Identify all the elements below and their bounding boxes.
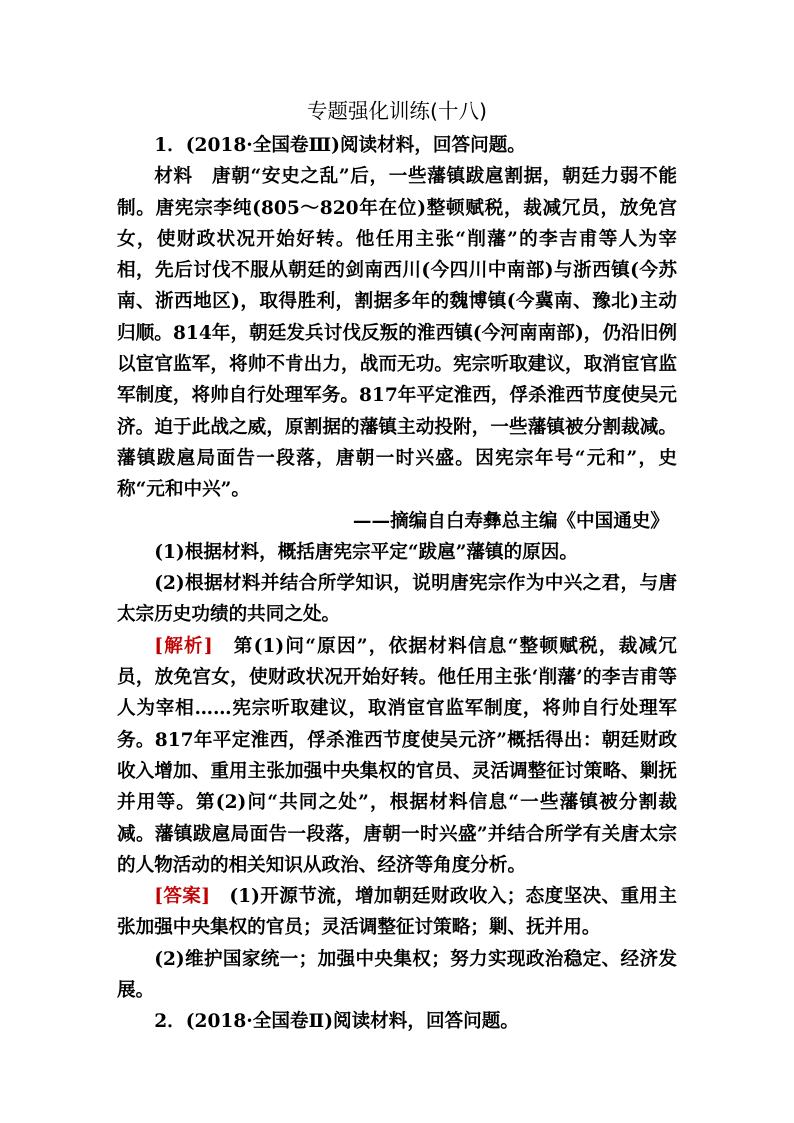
material-source: ——摘编自白寿彝总主编《中国通史》 [352,510,669,532]
analysis-text: 第(1)问“原因”，依据材料信息“整顿赋税，裁减冗员，放免宫女，使财政状况开始好转。他任用主张‘削藩’的李吉甫等人为宰相……宪宗听取建议，取消宦官监军制度，将帅自行处理军务。817年平定淮西，俘杀淮西节度使吴元济”概括得出：朝廷财政收入增加、重用主张加强中央集权的官员、灵活调整征讨策略、剿抚并用等。第(2)问“共同之处”，根据材料信息“一些藩镇被分割裁减。藩镇跋扈局面告一段落，唐朝一时兴盛”并结合所学有关唐太宗的人物活动的相关知识从政治、经济等角度分析。 [117,635,677,876]
answer-text-1: (1)开源节流，增加朝廷财政收入；态度坚决、重用主张加强中央集权的官员；灵活调整征讨策略；剿、抚并用。 [117,886,677,939]
analysis-paragraph [117,631,677,881]
answer-paragraph [117,881,677,944]
question-2-header: 2．(2018·全国卷Ⅱ)阅读材料，回答问题。 [154,1011,519,1033]
analysis-tag: [解析] [154,635,213,657]
document-page [117,96,677,1038]
page-title: 专题强化训练(十八) [307,99,487,123]
question-1-sub-1: (1)根据材料，概括唐宪宗平定“跋扈”藩镇的原因。 [154,541,578,563]
question-1-material: 材料 唐朝“安史之乱”后，一些藩镇跋扈割据，朝廷力弱不能制。唐宪宗李纯(805～820年在位)整顿赋税，裁减冗员，放免宫女，使财政状况开始好转。他任用主张“削藩”的李吉甫等人为宰相，先后讨伐不服从朝廷的剑南西川(今四川中南部)与浙西镇(今苏南、浙西地区)，取得胜利，割据多年的魏博镇(今冀南、豫北)主动归顺。814年，朝廷发兵讨伐反叛的淮西镇(今河南南部)，仍沿旧例以宦官监军，将帅不肯出力，战而无功。宪宗听取建议，取消宦官监军制度，将帅自行处理军务。817年平定淮西，俘杀淮西节度使吴元济。迫于此战之威，原割据的藩镇主动投附，一些藩镇被分割裁减。藩镇跋扈局面告一段落，唐朝一时兴盛。因宪宗年号“元和”，史称“元和中兴”。 [117,166,677,501]
question-1-sub-2: (2)根据材料并结合所学知识，说明唐宪宗作为中兴之君，与唐太宗历史功绩的共同之处。 [117,573,677,626]
question-1-header: 1．(2018·全国卷Ⅲ)阅读材料，回答问题。 [154,135,526,156]
answer-text-2: (2)维护国家统一；加强中央集权；努力实现政治稳定、经济发展。 [117,948,677,1002]
answer-tag: [答案] [154,886,211,908]
